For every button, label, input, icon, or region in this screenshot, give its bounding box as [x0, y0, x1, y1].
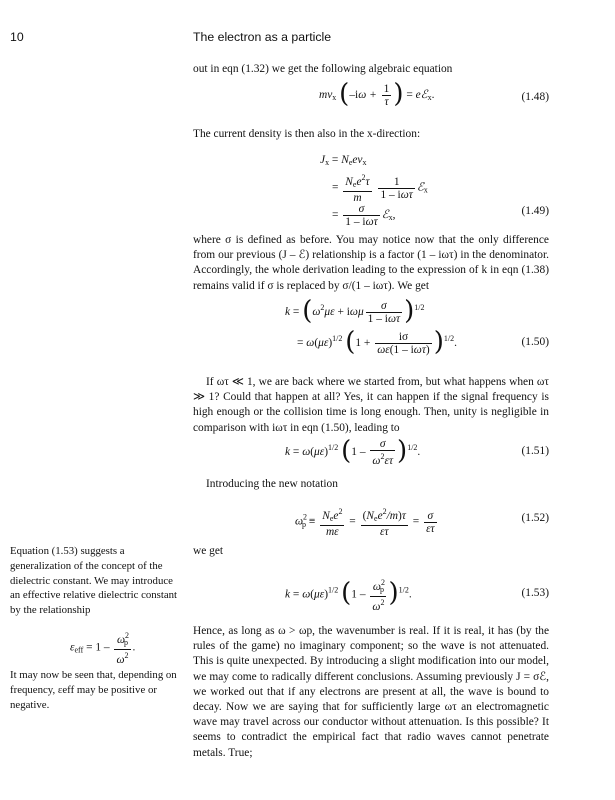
sidenote: Equation (1.53) suggests a generalization of the concept of the dielectric constant. We may introduce an effective relative dielectric constant by the relationship	[10, 545, 178, 617]
equation-1-49: Jx = Neevx = $\frac{Nee^2\tau}{m}$ $\frac{1}{\text{1 – iωτ}}$ ℰx = $\frac{\sigma}{\text{1 – iωτ}}$ ℰx, (1.49)	[320, 154, 549, 228]
equation-1-50: $k = (\omega^2\mu\varepsilon + i\omega\mu$ $\frac{\sigma}{\text{1 – iωτ}}$ )$^{1/2}$ = $\omega(\mu\varepsilon)^{1/2}$ (1 + $\frac{i\sigma}{\text{ωε(1 – iωτ)}}$ )$^{1/2}$. (1.50)	[285, 295, 549, 357]
equation-number: (1.53)	[521, 587, 549, 599]
equation-1-52: $\omega^2p$ ≡ $\frac{Nee^2}{m\varepsilon}$ = $\frac{(Nee^2/m)\tau}{\varepsilon\tau}$ = $\frac{\sigma}{\varepsilon\tau}$ (1.52)	[295, 507, 549, 538]
paragraph: out in eqn (1.32) we get the following algebraic equation	[193, 63, 453, 75]
equation-number: (1.52)	[521, 512, 549, 524]
equation-1-53: $k = \omega(\mu\varepsilon)^{1/2}$ (1 – $\frac{\omega^2p}{\omega^2}$ )$^{1/2}$. (1.53)	[285, 578, 549, 613]
paragraph: we get	[193, 545, 224, 557]
equation-number: (1.49)	[521, 205, 549, 217]
paragraph: If ωτ ≪ 1, we are back where we started from, but what happens when ωτ ≫ 1? Could that happen at all? Yes, it can happen if the signal frequency is high enough or the collision time is long enough. Then, unity is negligible in comparison with iωτ in eqn (1.50), leading to	[193, 376, 549, 434]
equation-number: (1.48)	[521, 91, 549, 103]
paragraph: where σ is defined as before. You may notice now that the only difference from our previous (J – ℰ) relationship is a factor (1 – iωτ) in the denominator. Accordingly, the whole derivation leading to the expression of k in eqn (1.38) remains valid if σ is replaced by σ/(1 – iωτ). We get	[193, 234, 549, 292]
sidenote: It may now be seen that, depending on frequency, εeff may be positive or negative.	[10, 669, 177, 711]
equation-number: (1.51)	[521, 445, 549, 457]
running-header: The electron as a particle	[193, 30, 332, 44]
equation-1-51: $k = \omega(\mu\varepsilon)^{1/2}$ (1 – $\frac{\sigma}{\omega^2\varepsilon\tau}$ )$^{1/2}$. (1.51)	[285, 435, 549, 467]
sidenote-equation: εeff = 1 – $\frac{\omega^2p}{\omega^2}$ .	[70, 631, 136, 666]
page-number: 10	[10, 30, 24, 44]
equation-number: (1.50)	[521, 336, 549, 348]
paragraph: Introducing the new notation	[206, 478, 338, 490]
paragraph: The current density is then also in the x-direction:	[193, 128, 421, 140]
paragraph: Hence, as long as ω > ωp, the wavenumber is real. If it is real, it has (by the rules of the game) no imaginary component; so the wave is not attenuated. This is quite unexpected. By introducing a slight modification into our model, we may come to radically different conclusions. Assuming previously J = σℰ, we worked out that if any electrons are present at all, the wave is bound to decay. Now we are saying that for sufficiently large ωτ an electromagnetic wave may travel across our conductor without attenuation. Is this possible? It seems to contradict the empirical fact that radio waves cannot penetrate metals. True;	[193, 625, 549, 759]
equation-1-48: mvx (–iω + $\frac{1}{\tau}$ ) = eℰx. (1.48)	[319, 78, 549, 109]
